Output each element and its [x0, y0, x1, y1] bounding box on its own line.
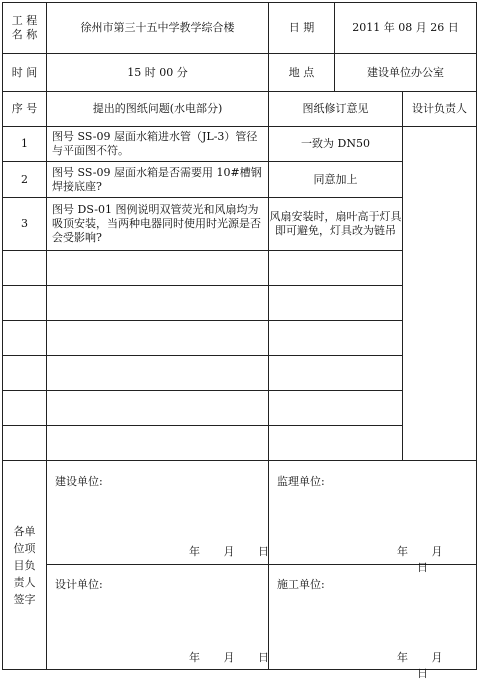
row-2-issue: 图号 SS-09 屋面水箱是否需要用 10#槽钢焊接底座? [47, 162, 269, 198]
empty-row-no [3, 286, 47, 321]
empty-row-issue [47, 356, 269, 391]
owner-date: 年 月 日 [189, 545, 269, 558]
time-label: 时 间 [3, 54, 47, 92]
empty-row-no [3, 391, 47, 426]
column-header-no: 序 号 [3, 92, 47, 127]
row-2-revision: 同意加上 [269, 162, 403, 198]
project-name: 徐州市第三十五中学教学综合楼 [47, 3, 269, 54]
supervisor-date: 年 月 日 [397, 545, 443, 574]
date-label: 日 期 [269, 3, 335, 54]
row-2-no: 2 [3, 162, 47, 198]
empty-row-no [3, 251, 47, 286]
empty-row-issue [47, 391, 269, 426]
empty-row-revision [269, 321, 403, 356]
empty-row-issue [47, 251, 269, 286]
designer-date: 年 月 日 [189, 651, 269, 664]
empty-row-revision [269, 426, 403, 461]
owner-label: 建设单位: [55, 475, 103, 488]
designer-label: 设计单位: [55, 578, 103, 591]
empty-row-revision [269, 391, 403, 426]
empty-row-no [3, 321, 47, 356]
empty-row-no [3, 356, 47, 391]
empty-row-issue [47, 286, 269, 321]
place-value: 建设单位办公室 [335, 54, 476, 92]
contractor-label: 施工单位: [277, 578, 325, 591]
empty-row-revision [269, 286, 403, 321]
row-3-issue: 图号 DS-01 图例说明双管荧光和风扇均为吸顶安装，当两种电器同时使用时光源是否会受影响? [47, 198, 269, 251]
row-1-issue: 图号 SS-09 屋面水箱进水管（JL-3）管径与平面图不符。 [47, 127, 269, 162]
empty-row-revision [269, 251, 403, 286]
empty-row-revision [269, 356, 403, 391]
designer-cell [403, 127, 476, 461]
row-3-revision: 风扇安装时，扇叶高于灯具即可避免，灯具改为链吊 [269, 198, 403, 251]
empty-row-issue [47, 321, 269, 356]
time-value: 15 时 00 分 [47, 54, 269, 92]
row-3-no: 3 [3, 198, 47, 251]
drawing-review-form [2, 2, 477, 680]
date-value: 2011 年 08 月 26 日 [335, 3, 476, 54]
supervisor-label: 监理单位: [277, 475, 325, 488]
row-1-revision: 一致为 DN50 [269, 127, 403, 162]
empty-row-issue [47, 426, 269, 461]
column-header-issue: 提出的图纸问题(水电部分) [47, 92, 269, 127]
contractor-date: 年 月 日 [397, 651, 443, 680]
row-1-no: 1 [3, 127, 47, 162]
column-header-designer: 设计负责人 [403, 92, 476, 127]
place-label: 地 点 [269, 54, 335, 92]
signature-label: 各单 位项 目负 责人 签字 [3, 461, 47, 669]
project-label: 工 程 名 称 [3, 3, 47, 54]
empty-row-no [3, 426, 47, 461]
column-header-revision: 图纸修订意见 [269, 92, 403, 127]
